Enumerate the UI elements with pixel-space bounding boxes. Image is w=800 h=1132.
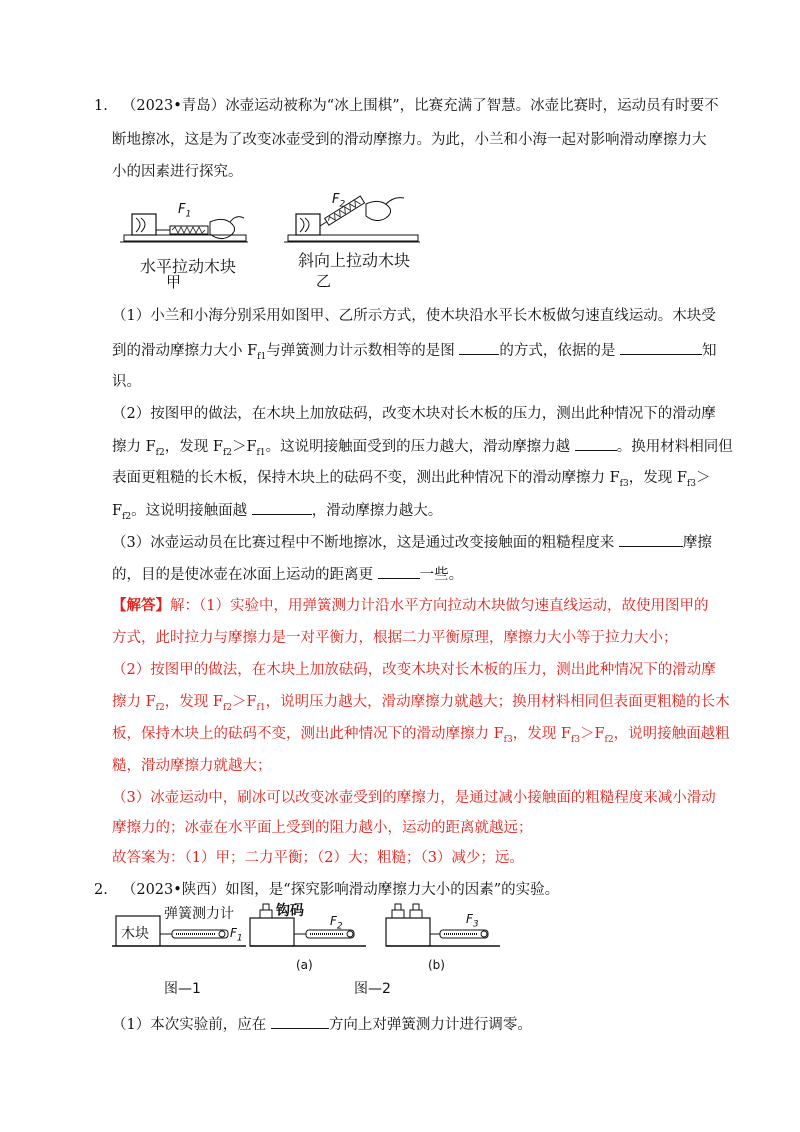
q1-fig-force-2: $F_2$ [332, 192, 346, 210]
q2-fig-block-label: 木块 [121, 926, 149, 942]
q1-answer-line-2: 方式，此时拉力与摩擦力是一对平衡力，根据二力平衡原理，摩擦力大小等于拉力大小； [112, 630, 678, 646]
q2-fig-f1: $F_1$ [230, 926, 243, 944]
q1-part2-line-4: $F_{f2}$。这说明接触面越 ，滑动摩擦力越大。 [112, 500, 442, 527]
q2-fig1-caption: 图—1 [164, 981, 201, 997]
q1-number: 1. [94, 98, 108, 114]
q1-fig-caption-left: 水平拉动木块 [140, 257, 237, 276]
q1-part2-line-3: 表面更粗糙的长木板，保持木块上的砝码不变，测出此种情况下的滑动摩擦力 $F_{f3}$，发现 $F_{f3}>$ [112, 470, 711, 489]
q1-answer-line-6: 糙，滑动摩擦力就越大； [112, 758, 272, 774]
left-block [132, 214, 156, 235]
q1-part1-line-3: 识。 [112, 374, 141, 390]
q1-stem-line-3: 小的因素进行探究。 [112, 164, 243, 180]
fig2b-block [386, 918, 430, 946]
q2-fig-b-label: (b) [428, 958, 445, 972]
q1-part1-line-2: 到的滑动摩擦力大小 $F_{f1}$与弹簧测力计示数相等的是图 的方式，依据的是 知 [112, 340, 716, 367]
q2-fig2-caption: 图—2 [354, 981, 391, 997]
q1-answer-line-4: 擦力 $F_{f2}$，发现 $F_{f2}>F_{f1}$，说明压力越大，滑动摩擦力就越大；换用材料相同但表面更粗糙的长木 [112, 694, 730, 713]
answer-blank[interactable] [378, 564, 420, 579]
answer-blank[interactable] [271, 1014, 329, 1029]
q2-fig-f3: $F_3$ [466, 912, 479, 930]
q1-fig-caption-right: 斜向上拉动木块 [298, 251, 411, 270]
answer-label: 【解答】 [112, 597, 170, 614]
q1-answer-line-5: 板，保持木块上的砝码不变，测出此种情况下的滑动摩擦力 $F_{f3}$，发现 $F_{f3}>F_{f2}$，说明接触面越粗 [112, 726, 730, 745]
q2-fig-spring-label: 弹簧测力计 [164, 906, 234, 922]
q1-part2-line-2: 擦力 $F_{f2}$，发现 $F_{f2}>F_{f1}$。这说明接触面受到的压力越大，滑动摩擦力越 。换用材料相同但 [112, 436, 733, 463]
q1-fig-tag-right: 乙 [316, 272, 332, 290]
q2-fig-weight-label: 钩码 [276, 903, 304, 919]
answer-blank[interactable] [575, 436, 617, 451]
answer-blank[interactable] [252, 500, 312, 515]
q1-part3-line-2: 的，目的是使冰壶在冰面上运动的距离更 一些。 [112, 564, 463, 585]
right-board [288, 235, 418, 241]
answer-blank[interactable] [459, 340, 499, 355]
q1-answer-line-3: （2）按图甲的做法，在木块上加放砝码，改变木块对长木板的压力，测出此种情况下的滑动摩 [112, 662, 716, 678]
fig2a-block [250, 918, 294, 946]
q2-number: 2. [94, 882, 108, 898]
q2-fig-a-label: (a) [296, 958, 313, 972]
q1-part2-line-1: （2）按图甲的做法，在木块上加放砝码，改变木块对长木板的压力，测出此种情况下的滑动摩 [112, 406, 716, 422]
q1-fig-tag-left: 甲 [166, 273, 182, 291]
fig2b-weight-2 [410, 910, 422, 918]
q1-stem-line-2: 断地擦冰，这是为了改变冰壶受到的滑动摩擦力。为此，小兰和小海一起对影响滑动摩擦力大 [112, 132, 707, 148]
q2-figure [110, 900, 530, 998]
right-hand [366, 201, 391, 220]
q1-fig-force-1: $F_1$ [178, 202, 192, 220]
q1-figure [120, 192, 450, 292]
right-block [296, 214, 320, 235]
q1-stem-line-1 [94, 96, 719, 116]
q2-stem-text: （2023•陕西）如图，是“探究影响滑动摩擦力大小的因素”的实验。 [121, 882, 560, 898]
left-hand [210, 219, 235, 238]
answer-blank[interactable] [619, 532, 683, 547]
q1-final-answer: 故答案为：（1）甲；二力平衡；（2）大；粗糙；（3）减少；远。 [112, 850, 524, 866]
fig2b-weight-1 [392, 910, 404, 918]
q1-part3-line-1: （3）冰壶运动员在比赛过程中不断地擦冰，这是通过改变接触面的粗糙程度来 摩擦 [112, 532, 712, 553]
q2-fig-f2: $F_2$ [330, 914, 343, 932]
q2-stem-line [94, 880, 559, 900]
q1-stem-text-1: （2023•青岛）冰壶运动被称为“冰上围棋”，比赛充满了智慧。冰壶比赛时，运动员有时要不 [121, 98, 719, 114]
q1-answer-line-7: （3）冰壶运动中，刷冰可以改变冰壶受到的摩擦力，是通过减小接触面的粗糙程度来减小滑动 [112, 790, 716, 806]
q1-answer-line-1: 【解答】解：（1）实验中，用弹簧测力计沿水平方向拉动木块做匀速直线运动，故使用图甲的 [112, 597, 709, 614]
fig2a-weight [260, 910, 272, 918]
answer-blank[interactable] [620, 340, 702, 355]
left-board [124, 235, 246, 241]
q1-part1-line-1: （1）小兰和小海分别采用如图甲、乙所示方式，使木块沿水平长木板做匀速直线运动。木块受 [112, 308, 716, 324]
q1-answer-line-8: 摩擦力的；冰壶在水平面上受到的阻力越小，运动的距离就越远； [112, 820, 533, 836]
q2-part1-line: （1）本次实验前，应在 方向上对弹簧测力计进行调零。 [112, 1014, 532, 1035]
